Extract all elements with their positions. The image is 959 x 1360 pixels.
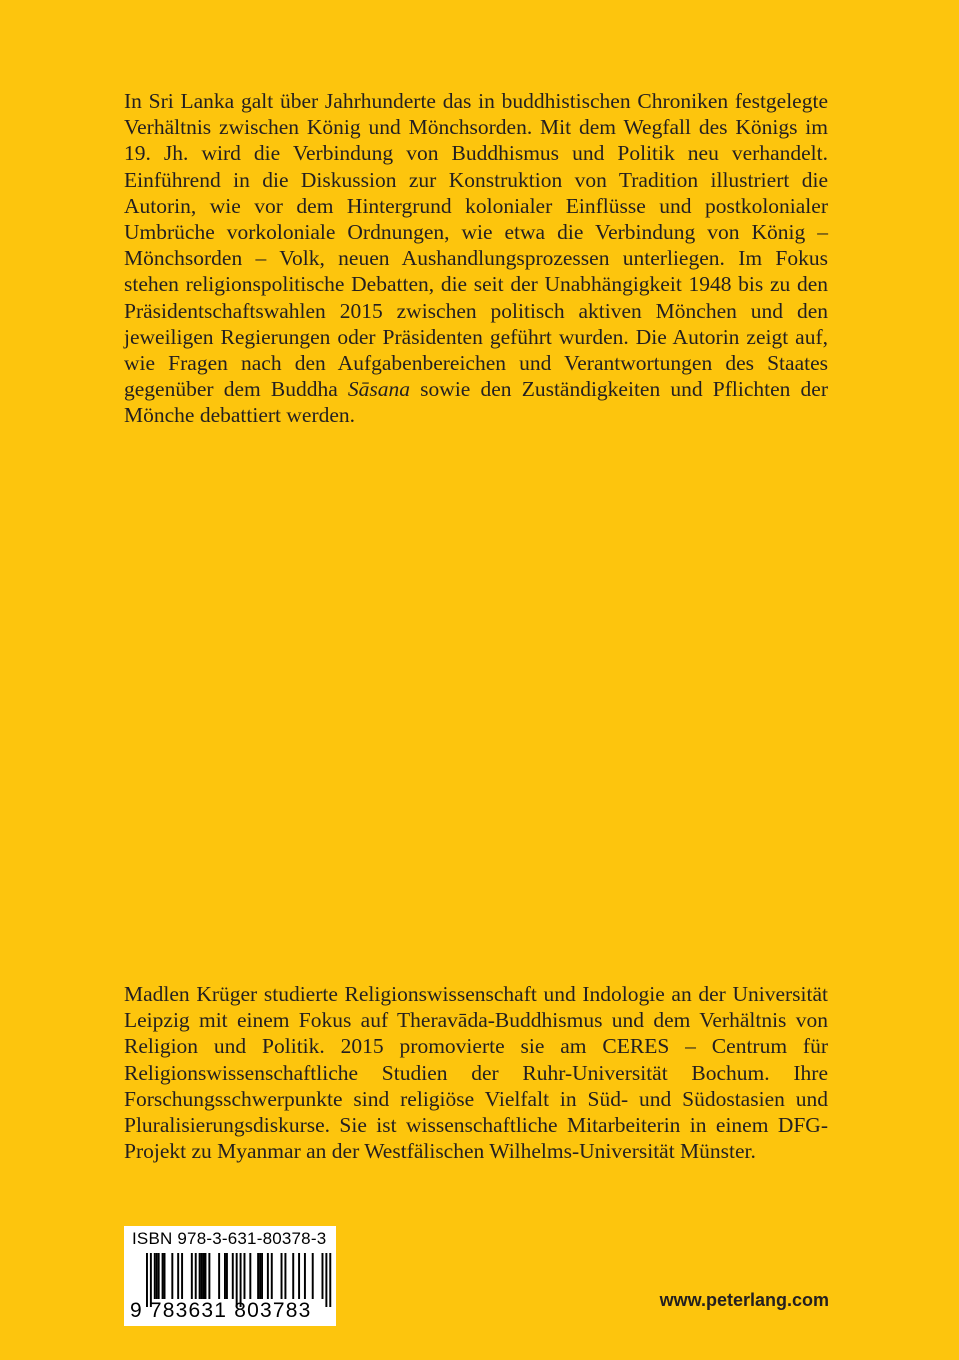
barcode-bar — [322, 1253, 324, 1299]
isbn-label: ISBN 978-3-631-80378-3 — [132, 1229, 327, 1248]
publisher-url[interactable]: www.peterlang.com — [659, 1290, 829, 1310]
barcode-bar — [249, 1253, 251, 1299]
barcode-bar — [195, 1253, 197, 1299]
barcode-bar — [226, 1253, 228, 1299]
blurb-text-part-1: In Sri Lanka galt über Jahrhunderte das in buddhistischen Chroniken festgelegte Verhältnis zwischen König und Mönchsorden. Mit dem Wegfall des Königs im 19. Jh. wird die Verbindung von Buddhismus und Politik neu verhandelt. Einführend in die Diskussion zur Konstruktion von Tradition illustriert die Autorin, wie vor dem Hintergrund kolonialer Einflüsse und postkolonialer Umbrüche vorkoloniale Ordnungen, wie etwa die Verbindung von König – Mönchsorden – Volk, neuen Aushandlungsprozessen unterliegen. Im Fokus stehen religionspolitische Debatten, die seit der Unabhängigkeit 1948 bis zu den Präsidentschaftswahlen 2015 zwischen politisch aktiven Mönchen und den jeweiligen Regierungen oder Präsidenten geführt wurden. Die Autorin zeigt auf, wie Fragen nach den Aufgabenbereichen und Verantwortungen des Staates gegenüber dem Buddha — [124, 89, 828, 402]
barcode-bar — [224, 1253, 226, 1299]
barcode-bar — [304, 1253, 306, 1299]
barcode-bar — [208, 1253, 210, 1299]
author-bio: Madlen Krüger studierte Religionswissenschaft und Indologie an der Universität Leipzig mit einem Fokus auf Theravāda-Buddhismus und dem Verhältnis von Religion und Politik. 2015 promovierte sie am CERES – Centrum für Religionswissenschaftliche Studien der Ruhr-Universität Bochum. Ihre Forschungsschwerpunkte sind religiöse Vielfalt in Süd- und Südostasien und Pluralisierungsdiskurse. Sie ist wissenschaftliche Mitarbeiterin in einem DFG-Projekt zu Myanmar an der Westfälischen Wilhelms-Universität Münster. — [124, 982, 828, 1164]
barcode-bar — [244, 1253, 246, 1299]
barcode-bar — [201, 1253, 203, 1299]
barcode-bar — [267, 1253, 269, 1299]
barcode-bar — [171, 1253, 173, 1299]
barcode-bar — [298, 1253, 300, 1299]
barcode-bar — [177, 1253, 179, 1299]
barcode-bar — [181, 1253, 183, 1299]
barcode-bar — [232, 1253, 234, 1299]
barcode-bar — [329, 1253, 331, 1307]
barcode-bar — [218, 1253, 220, 1299]
blurb-paragraph — [124, 88, 828, 429]
barcode-bar — [257, 1253, 259, 1299]
barcode-bar — [156, 1253, 158, 1299]
barcode-bar — [284, 1253, 286, 1299]
barcode-bar — [259, 1253, 261, 1299]
isbn-barcode — [124, 1226, 336, 1326]
barcode-bar — [325, 1253, 327, 1307]
barcode-bar — [312, 1253, 314, 1299]
barcode-bar — [191, 1253, 193, 1299]
blurb-italic-term: Sāsana — [347, 377, 411, 402]
barcode-bar — [261, 1253, 263, 1299]
barcode-bar — [199, 1253, 201, 1299]
barcode-bar — [292, 1253, 294, 1299]
barcode-digits: 9 783631 803783 — [130, 1299, 312, 1322]
barcode-bar — [205, 1253, 207, 1299]
barcode-bar — [154, 1253, 156, 1299]
barcode-bar — [164, 1253, 166, 1299]
barcode-bar — [158, 1253, 160, 1299]
barcode-bar — [271, 1253, 273, 1299]
barcode-bar — [203, 1253, 205, 1299]
blurb-text-part-2: sowie den Zuständigkeiten und Pflichten der Mönche debattiert werden. — [124, 377, 828, 428]
barcode-bar — [281, 1253, 283, 1299]
barcode-bar — [162, 1253, 164, 1299]
